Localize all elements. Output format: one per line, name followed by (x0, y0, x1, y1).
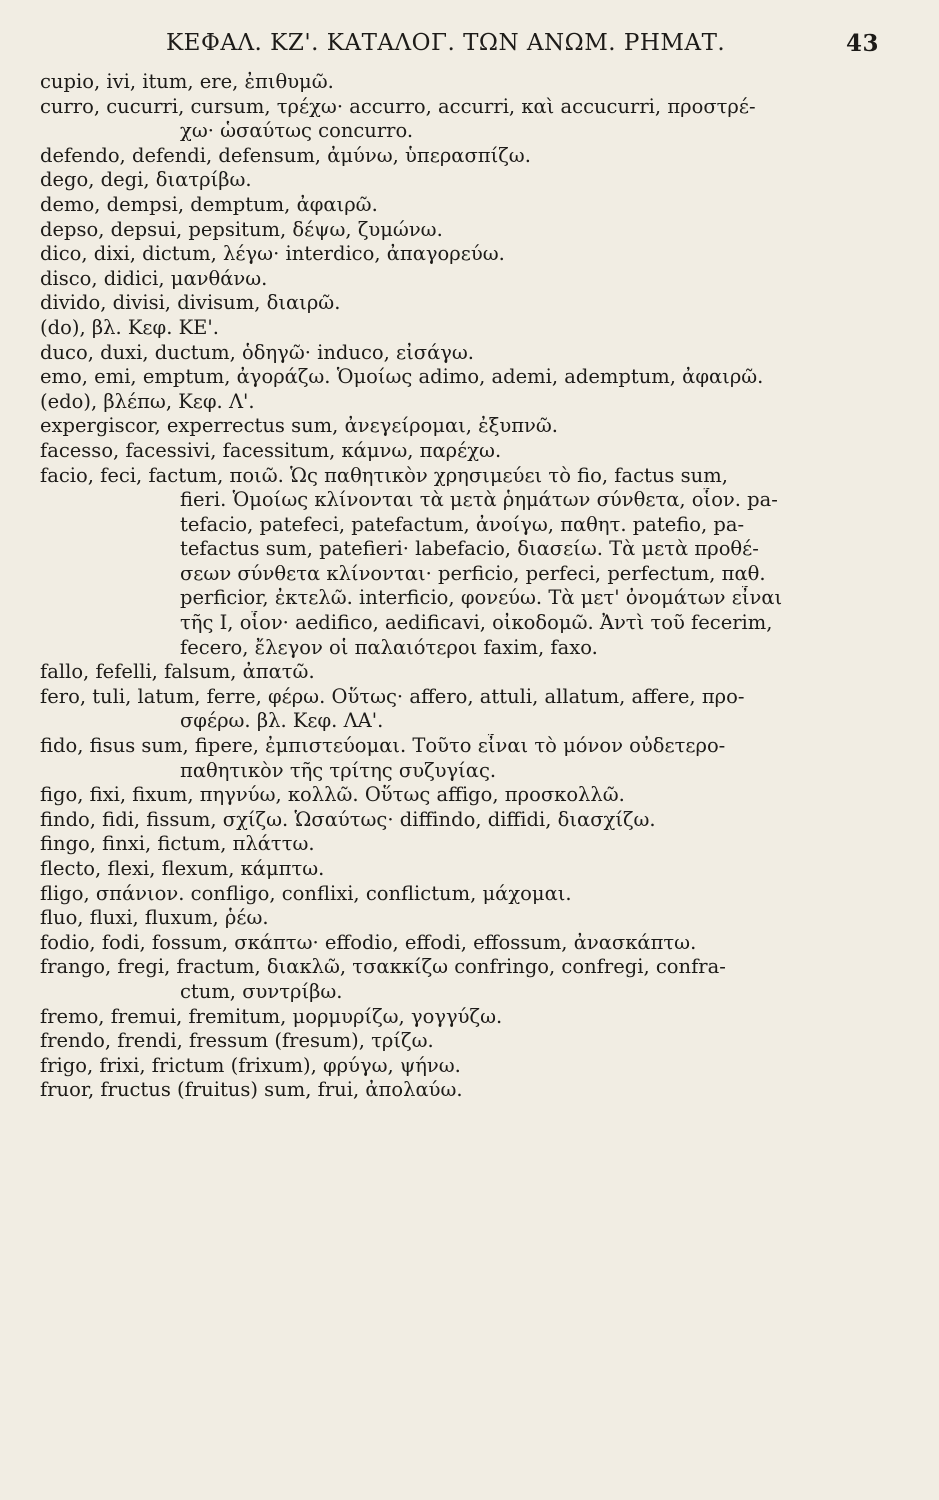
verb-entry-line: fremo, fremui, fremitum, μορμυρίζω, γογγύζω. (40, 1004, 503, 1028)
page-number: 43 (845, 30, 879, 57)
verb-entry-line: dego, degi, διατρίβω. (40, 168, 252, 192)
verb-entry-line: frigo, frixi, frictum (frixum), φρύγω, ψήνω. (40, 1053, 461, 1077)
verb-entry-line: curro, cucurri, cursum, τρέχω· accurro, accurri, καὶ accucurri, προστρέ- (40, 94, 756, 118)
verb-entry-line: fluo, fluxi, fluxum, ῥέω. (40, 906, 269, 930)
verb-entry-line: (do), βλ. Κεφ. ΚΕ'. (40, 315, 219, 339)
verb-entry-line: fido, fisus sum, fipere, ἐμπιστεύομαι. Τοῦτο εἶναι τὸ μόνον οὐδετερο- (40, 734, 726, 758)
entry-continuation-line: παθητικὸν τῆς τρίτης συζυγίας. (180, 758, 497, 782)
verb-entry-line: frendo, frendi, fressum (fresum), τρίζω. (40, 1029, 434, 1053)
verb-entry-line: flecto, flexi, flexum, κάμπτω. (40, 857, 325, 880)
verb-entry-line: (edo), βλέπω, Κεφ. Λ'. (40, 389, 255, 413)
verb-entry-line: facesso, facessivi, facessitum, κάμνω, παρέχω. (40, 438, 502, 462)
entry-continuation-line: σεων σύνθετα κλίνονται· perficio, perfeci, perfectum, παθ. (180, 561, 766, 585)
entry-continuation-line: tefactus sum, patefieri· labefacio, διασείω. Τὰ μετὰ προθέ- (180, 537, 759, 561)
entry-continuation-line: σφέρω. βλ. Κεφ. ΛΑ'. (180, 709, 384, 733)
verb-entry-line: emo, emi, emptum, ἀγοράζω. Ὁμοίως adimo, ademi, ademptum, ἀφαιρῶ. (40, 365, 764, 389)
verb-entry-line: disco, didici, μανθάνω. (40, 266, 268, 290)
verb-entry-line: cupio, ivi, itum, ere, ἐπιθυμῶ. (40, 70, 334, 93)
entry-continuation-line: ctum, συντρίβω. (180, 979, 343, 1003)
verb-entry-line: depso, depsui, pepsitum, δέψω, ζυμώνω. (40, 217, 443, 241)
verb-entry-line: figo, fixi, fixum, πηγνύω, κολλῶ. Οὕτως affigo, προσκολλῶ. (40, 783, 625, 807)
verb-entry-line: divido, divisi, divisum, διαιρῶ. (40, 291, 341, 315)
entry-continuation-line: fecero, ἔλεγον οἱ παλαιότεροι faxim, faxo. (180, 635, 598, 659)
entry-continuation-line: tefacio, patefeci, patefactum, ἀνοίγω, παθητ. patefio, pa- (180, 512, 745, 536)
verb-entry-line: fligo, σπάνιον. confligo, conflixi, conflictum, μάχομαι. (40, 881, 572, 905)
verb-entry-line: fero, tuli, latum, ferre, φέρω. Οὕτως· affero, attuli, allatum, affere, προ- (40, 684, 745, 708)
verb-entry-line: expergiscor, experrectus sum, ἀνεγείρομαι, ἐξυπνῶ. (40, 414, 559, 438)
entry-continuation-line: τῆς I, οἷον· aedifico, aedificavi, οἰκοδομῶ. Ἀντὶ τοῦ fecerim, (180, 611, 773, 635)
page-header (60, 30, 879, 66)
verb-entry-line: fodio, fodi, fossum, σκάπτω· effodio, effodi, effossum, ἀνασκάπτω. (40, 930, 697, 954)
verb-entry-line: demo, dempsi, demptum, ἀφαιρῶ. (40, 192, 378, 216)
verb-list (40, 70, 900, 1103)
verb-entry-line: fruor, fructus (fruitus) sum, frui, ἀπολαύω. (40, 1078, 463, 1102)
verb-entry-line: fingo, finxi, fictum, πλάττω. (40, 832, 315, 856)
verb-entry-line: defendo, defendi, defensum, ἀμύνω, ὑπερασπίζω. (40, 143, 531, 167)
verb-entry-line: frango, fregi, fractum, διακλῶ, τσακκίζω confringo, confregi, confra- (40, 955, 726, 979)
running-title: ΚΕΦΑΛ. ΚΖ'. ΚΑΤΑΛΟΓ. ΤΩΝ ΑΝΩΜ. ΡΗΜΑΤ. (166, 30, 726, 56)
verb-entry-line: fallo, fefelli, falsum, ἀπατῶ. (40, 660, 315, 684)
verb-entry-line: facio, feci, factum, ποιῶ. Ὡς παθητικὸν χρησιμεύει τὸ fio, factus sum, (40, 463, 728, 487)
entry-continuation-line: χω· ὡσαύτως concurro. (180, 119, 414, 143)
entry-continuation-line: fieri. Ὁμοίως κλίνονται τὰ μετὰ ῥημάτων σύνθετα, οἷον. pa- (180, 488, 778, 512)
verb-entry-line: dico, dixi, dictum, λέγω· interdico, ἀπαγορεύω. (40, 242, 505, 266)
verb-entry-line: findo, fidi, fissum, σχίζω. Ὡσαύτως· diffindo, diffidi, διασχίζω. (40, 807, 656, 831)
entry-continuation-line: perficior, ἐκτελῶ. interficio, φονεύω. Τὰ μετ' ὀνομάτων εἶναι (180, 586, 783, 610)
verb-entry-line: duco, duxi, ductum, ὁδηγῶ· induco, εἰσάγω. (40, 340, 475, 364)
